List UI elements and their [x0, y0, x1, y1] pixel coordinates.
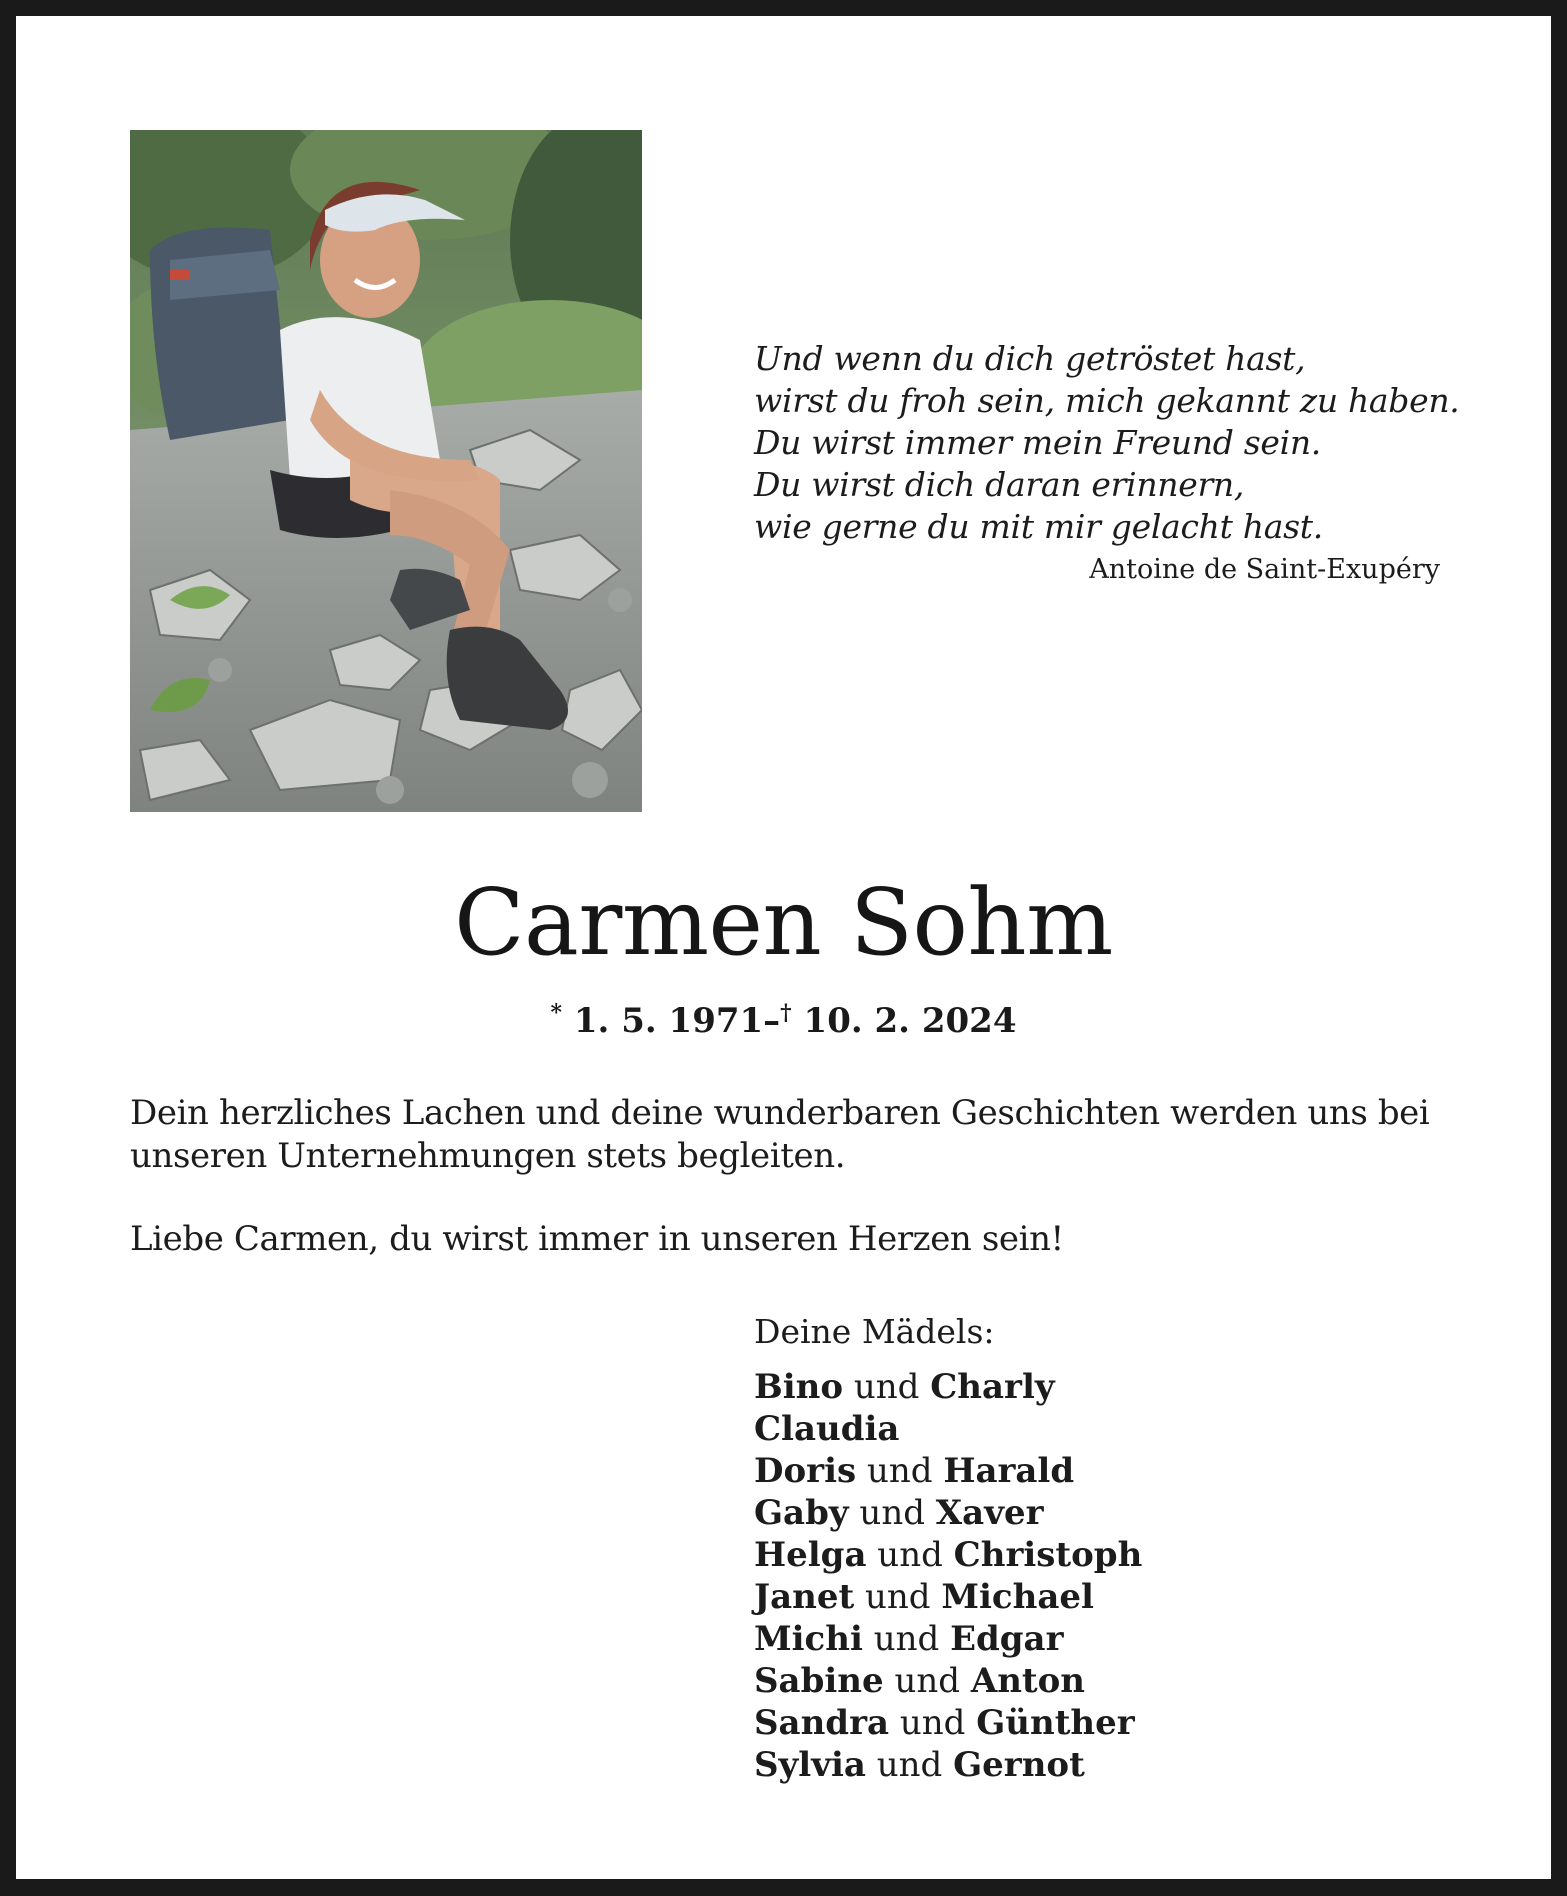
obituary-page	[16, 16, 1551, 1879]
quote-line: wirst du froh sein, mich gekannt zu haben.	[754, 381, 1460, 420]
signer-name: Claudia	[754, 1409, 900, 1449]
signer-name: Janet	[754, 1577, 855, 1617]
quote-line: Und wenn du dich getröstet hast,	[754, 339, 1306, 378]
signer-connector: und	[853, 1367, 920, 1407]
signer-name: Gernot	[953, 1745, 1085, 1785]
signer-name: Gaby	[754, 1493, 849, 1533]
signer-row	[754, 1576, 1474, 1618]
signer-row	[754, 1702, 1474, 1744]
signer-connector: und	[899, 1703, 966, 1743]
date-separator: –	[763, 1001, 781, 1041]
deceased-name: Carmen Sohm	[454, 869, 1113, 976]
hiker-portrait-image	[130, 130, 642, 812]
signer-name: Sylvia	[754, 1745, 866, 1785]
signer-connector: und	[866, 1451, 933, 1491]
signer-connector: und	[877, 1535, 943, 1575]
signer-name: Helga	[754, 1535, 867, 1575]
signer-name: Christoph	[953, 1535, 1143, 1575]
quote-line: wie gerne du mit mir gelacht hast.	[754, 507, 1323, 546]
signer-name: Anton	[970, 1661, 1086, 1701]
portrait-photo	[130, 130, 642, 812]
signer-row	[754, 1618, 1474, 1660]
memorial-paragraph: Dein herzliches Lachen und deine wunderbaren Geschichten werden uns bei unseren Unternehmungen stets begleiten.	[130, 1093, 1430, 1176]
signer-row	[754, 1408, 1474, 1450]
signers-block	[754, 1310, 1474, 1786]
signer-name: Sandra	[754, 1703, 890, 1743]
signer-row	[754, 1366, 1474, 1408]
signer-name: Edgar	[950, 1619, 1064, 1659]
signer-row	[754, 1534, 1474, 1576]
signer-name: Bino	[754, 1367, 844, 1407]
signer-name: Charly	[930, 1367, 1055, 1407]
birth-date: 1. 5. 1971	[573, 1001, 764, 1041]
quote-author: Antoine de Saint-Exupéry	[1089, 554, 1440, 585]
birth-symbol: *	[550, 1000, 563, 1026]
memorial-text	[130, 1092, 1460, 1261]
signer-connector: und	[865, 1577, 931, 1617]
signer-connector: und	[876, 1745, 943, 1785]
signer-connector: und	[859, 1493, 925, 1533]
life-dates	[16, 999, 1551, 1043]
signer-row	[754, 1492, 1474, 1534]
signer-name: Michael	[941, 1577, 1094, 1617]
signer-name: Doris	[754, 1451, 857, 1491]
signer-row	[754, 1744, 1474, 1786]
quote-line: Du wirst dich daran erinnern,	[754, 465, 1245, 504]
signer-name: Michi	[754, 1619, 863, 1659]
signer-row	[754, 1660, 1474, 1702]
signer-row	[754, 1450, 1474, 1492]
death-date: 10. 2. 2024	[803, 1001, 1017, 1041]
quote-line: Du wirst immer mein Freund sein.	[754, 423, 1321, 462]
signer-connector: und	[873, 1619, 940, 1659]
memorial-quote	[754, 338, 1460, 588]
signers-intro: Deine Mädels:	[754, 1312, 995, 1351]
memorial-paragraph: Liebe Carmen, du wirst immer in unseren Herzen sein!	[130, 1219, 1064, 1259]
death-symbol: †	[780, 1000, 792, 1026]
signer-name: Xaver	[935, 1493, 1044, 1533]
signer-name: Sabine	[754, 1661, 884, 1701]
signer-connector: und	[894, 1661, 960, 1701]
signer-name: Günther	[976, 1703, 1135, 1743]
signer-name: Harald	[943, 1451, 1075, 1491]
